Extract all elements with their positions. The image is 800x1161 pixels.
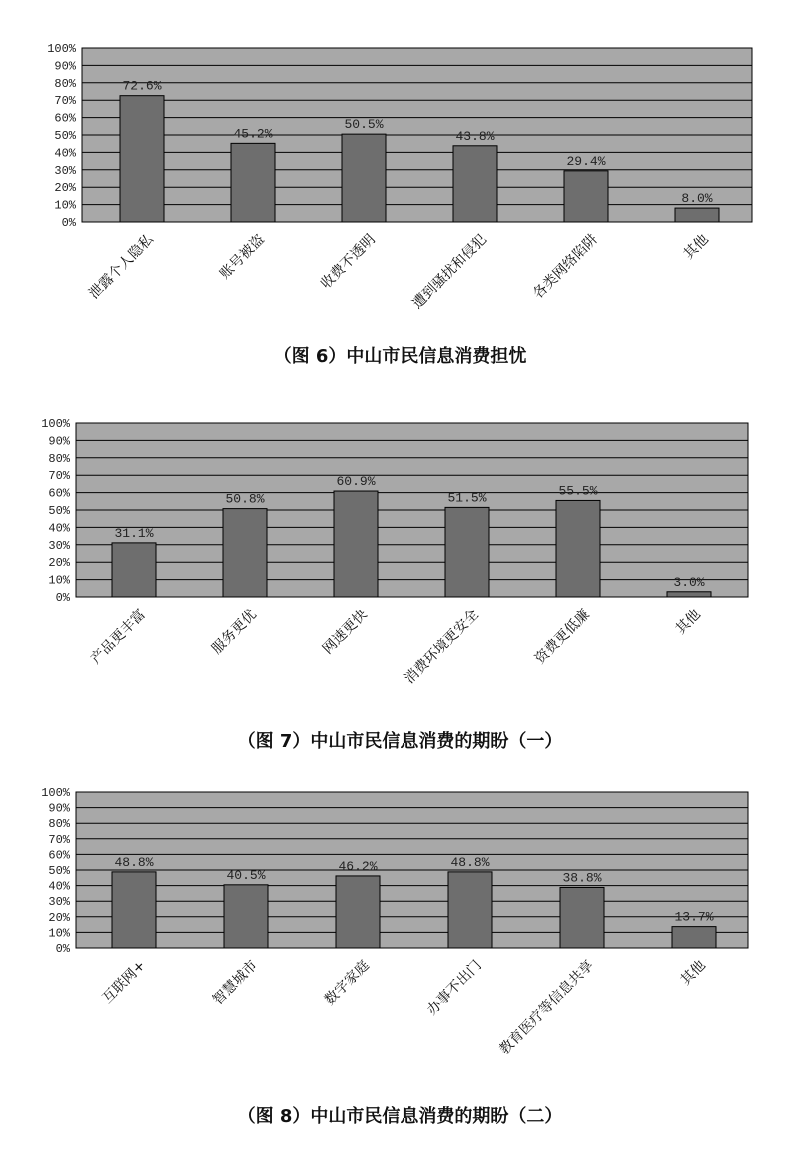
data-label: 60.9%: [336, 474, 376, 490]
data-label: 48.8%: [114, 854, 154, 870]
x-category-label: 办事不出门: [424, 957, 485, 1019]
x-category-label: 消费环境更安全: [401, 606, 482, 688]
x-category-label: 网速更快: [319, 606, 371, 658]
bar: [453, 146, 497, 222]
data-label: 45.2%: [233, 126, 273, 142]
bar: [667, 592, 711, 597]
bar: [445, 507, 489, 597]
data-label: 72.6%: [122, 78, 162, 94]
data-label: 8.0%: [681, 191, 713, 207]
y-tick-label: 70%: [48, 469, 70, 484]
y-tick-label: 80%: [54, 76, 76, 91]
x-category-label: 服务更优: [208, 606, 260, 658]
data-label: 48.8%: [450, 854, 490, 870]
x-category-label: 产品更丰富: [88, 606, 149, 668]
y-tick-label: 80%: [48, 817, 70, 832]
y-tick-label: 0%: [61, 216, 76, 230]
y-tick-label: 90%: [48, 801, 70, 816]
y-tick-label: 60%: [48, 486, 70, 501]
x-category-label: 智慧城市: [209, 957, 261, 1009]
x-category-label: 其他: [680, 231, 712, 263]
y-tick-label: 70%: [54, 94, 76, 109]
data-label: 38.8%: [562, 870, 602, 886]
data-label: 50.5%: [344, 117, 384, 133]
y-tick-label: 60%: [54, 111, 76, 126]
y-tick-label: 20%: [48, 910, 70, 925]
x-category-label: 互联网+: [99, 957, 149, 1007]
y-tick-label: 20%: [54, 181, 76, 196]
data-label: 29.4%: [566, 153, 606, 169]
chart-8-panel: [0, 770, 800, 1161]
data-label: 31.1%: [114, 525, 154, 541]
y-tick-label: 30%: [54, 163, 76, 178]
x-category-label: 教育医疗等信息共享: [496, 957, 597, 1058]
data-label: 13.7%: [674, 909, 714, 925]
x-category-label: 其他: [677, 957, 709, 989]
chart-6-title: （图 6）中山市民信息消费担忧: [273, 346, 527, 367]
y-tick-label: 80%: [48, 451, 70, 466]
y-tick-label: 10%: [48, 573, 70, 588]
bar: [560, 887, 604, 948]
y-tick-label: 10%: [48, 926, 70, 941]
bar: [334, 491, 378, 597]
y-tick-label: 20%: [48, 556, 70, 571]
chart-7-panel: [0, 385, 800, 770]
data-label: 43.8%: [455, 128, 495, 144]
data-label: 50.8%: [225, 491, 265, 507]
bar: [336, 876, 380, 948]
x-category-label: 其他: [672, 606, 704, 638]
bar: [223, 509, 267, 597]
data-label: 55.5%: [558, 483, 598, 499]
y-tick-label: 40%: [48, 879, 70, 894]
y-tick-label: 30%: [48, 895, 70, 910]
bar: [224, 885, 268, 948]
y-tick-label: 40%: [48, 521, 70, 536]
chart-8-title: （图 8）中山市民信息消费的期盼（二）: [237, 1106, 563, 1127]
chart-7-title: （图 7）中山市民信息消费的期盼（一）: [237, 731, 563, 752]
y-tick-label: 50%: [48, 864, 70, 878]
data-label: 46.2%: [338, 858, 378, 874]
bar: [112, 872, 156, 948]
bar: [120, 96, 164, 222]
data-label: 3.0%: [673, 574, 705, 590]
x-category-label: 各类网络陷阱: [530, 231, 601, 303]
y-tick-label: 30%: [48, 538, 70, 553]
y-tick-label: 50%: [54, 129, 76, 143]
x-category-label: 数字家庭: [321, 957, 373, 1009]
x-category-label: 遭到骚扰和侵犯: [409, 231, 490, 313]
y-tick-label: 0%: [55, 942, 70, 956]
y-tick-label: 50%: [48, 504, 70, 518]
y-tick-label: 100%: [41, 786, 70, 800]
y-tick-label: 10%: [54, 198, 76, 213]
bar: [112, 543, 156, 597]
x-category-label: 账号被盗: [216, 231, 268, 283]
bar: [564, 171, 608, 222]
chart-7-plot: [0, 385, 800, 770]
bar: [556, 500, 600, 597]
data-label: 40.5%: [226, 867, 266, 883]
bar: [448, 872, 492, 948]
bar: [231, 143, 275, 222]
chart-6-plot: [0, 0, 800, 385]
y-tick-label: 100%: [47, 42, 76, 56]
y-tick-label: 40%: [54, 146, 76, 161]
y-tick-label: 0%: [55, 591, 70, 605]
x-category-label: 泄露个人隐私: [86, 231, 157, 303]
y-tick-label: 70%: [48, 832, 70, 847]
chart-6-panel: [0, 0, 800, 385]
y-tick-label: 60%: [48, 848, 70, 863]
x-category-label: 资费更低廉: [532, 606, 593, 668]
data-label: 51.5%: [447, 490, 487, 506]
y-tick-label: 100%: [41, 417, 70, 431]
x-category-label: 收费不透明: [318, 231, 379, 293]
y-tick-label: 90%: [48, 434, 70, 449]
y-tick-label: 90%: [54, 59, 76, 74]
bar: [675, 208, 719, 222]
bar: [342, 134, 386, 222]
bar: [672, 927, 716, 948]
